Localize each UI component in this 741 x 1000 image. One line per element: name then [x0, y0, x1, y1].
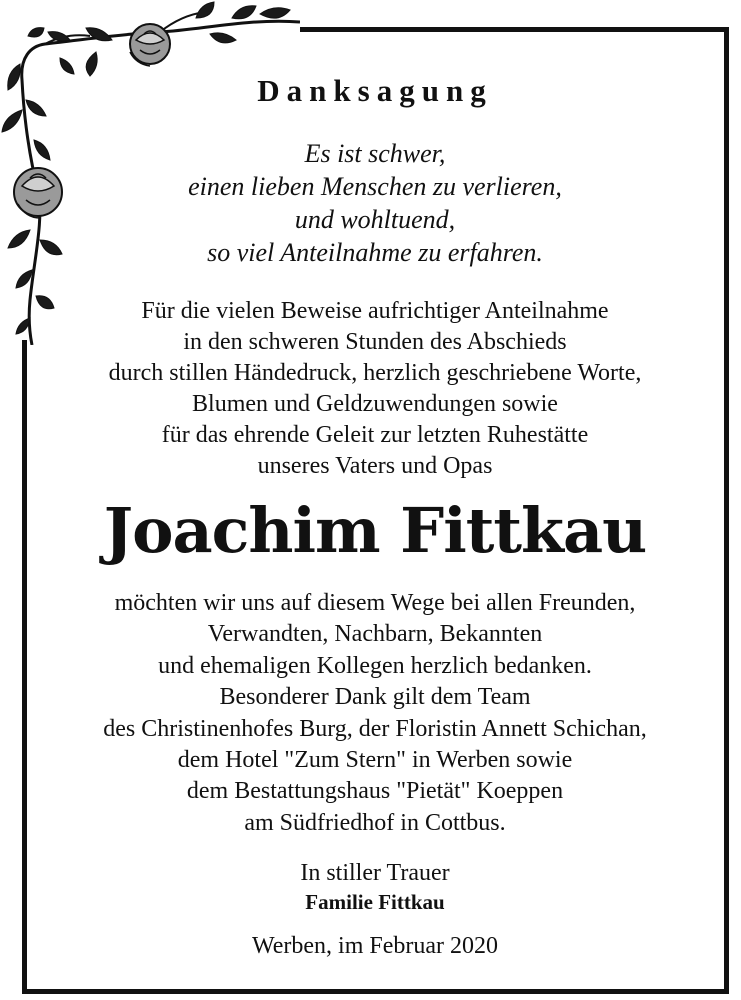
text-line: in den schweren Stunden des Abschieds [183, 329, 567, 355]
notice-heading: Danksagung [257, 73, 493, 108]
text-line: Für die vielen Beweise aufrichtiger Anteilnahme [141, 298, 609, 324]
text-line: Besonderer Dank gilt dem Team [219, 684, 531, 711]
signature-intro: In stiller Trauer [300, 860, 450, 886]
text-line: unseres Vaters und Opas [257, 453, 493, 479]
frame-border-right [724, 27, 729, 994]
signature-family: Familie Fittkau [305, 890, 445, 914]
place-date: Werben, im Februar 2020 [252, 933, 498, 959]
frame-border-left [22, 340, 27, 994]
quote-line: so viel Anteilnahme zu erfahren. [207, 238, 543, 267]
text-line: dem Hotel "Zum Stern" in Werben sowie [177, 747, 573, 774]
quote-line: Es ist schwer, [304, 139, 446, 168]
deceased-name: Joachim Fittkau [103, 494, 647, 567]
quote-line: und wohltuend, [294, 205, 456, 234]
text-line: Verwandten, Nachbarn, Bekannten [207, 621, 543, 648]
text-line: des Christinenhofes Burg, der Floristin Annett Schichan, [103, 715, 647, 742]
thanks-paragraph [40, 296, 710, 482]
closing-paragraph [40, 588, 710, 839]
text-line: am Südfriedhof in Cottbus. [244, 809, 506, 836]
text-line: und ehemaligen Kollegen herzlich bedanken. [158, 652, 592, 679]
quote-line: einen lieben Menschen zu verlieren, [188, 172, 562, 201]
frame-border-bottom [22, 989, 729, 994]
text-line: durch stillen Händedruck, herzlich geschriebene Worte, [108, 360, 642, 386]
frame-border-top [300, 27, 729, 32]
text-line: für das ehrende Geleit zur letzten Ruhestätte [161, 422, 589, 448]
text-line: dem Bestattungshaus "Pietät" Koeppen [186, 778, 564, 805]
quote-block [40, 137, 710, 269]
text-line: Blumen und Geldzuwendungen sowie [192, 391, 558, 417]
text-line: möchten wir uns auf diesem Wege bei allen Freunden, [114, 590, 636, 616]
